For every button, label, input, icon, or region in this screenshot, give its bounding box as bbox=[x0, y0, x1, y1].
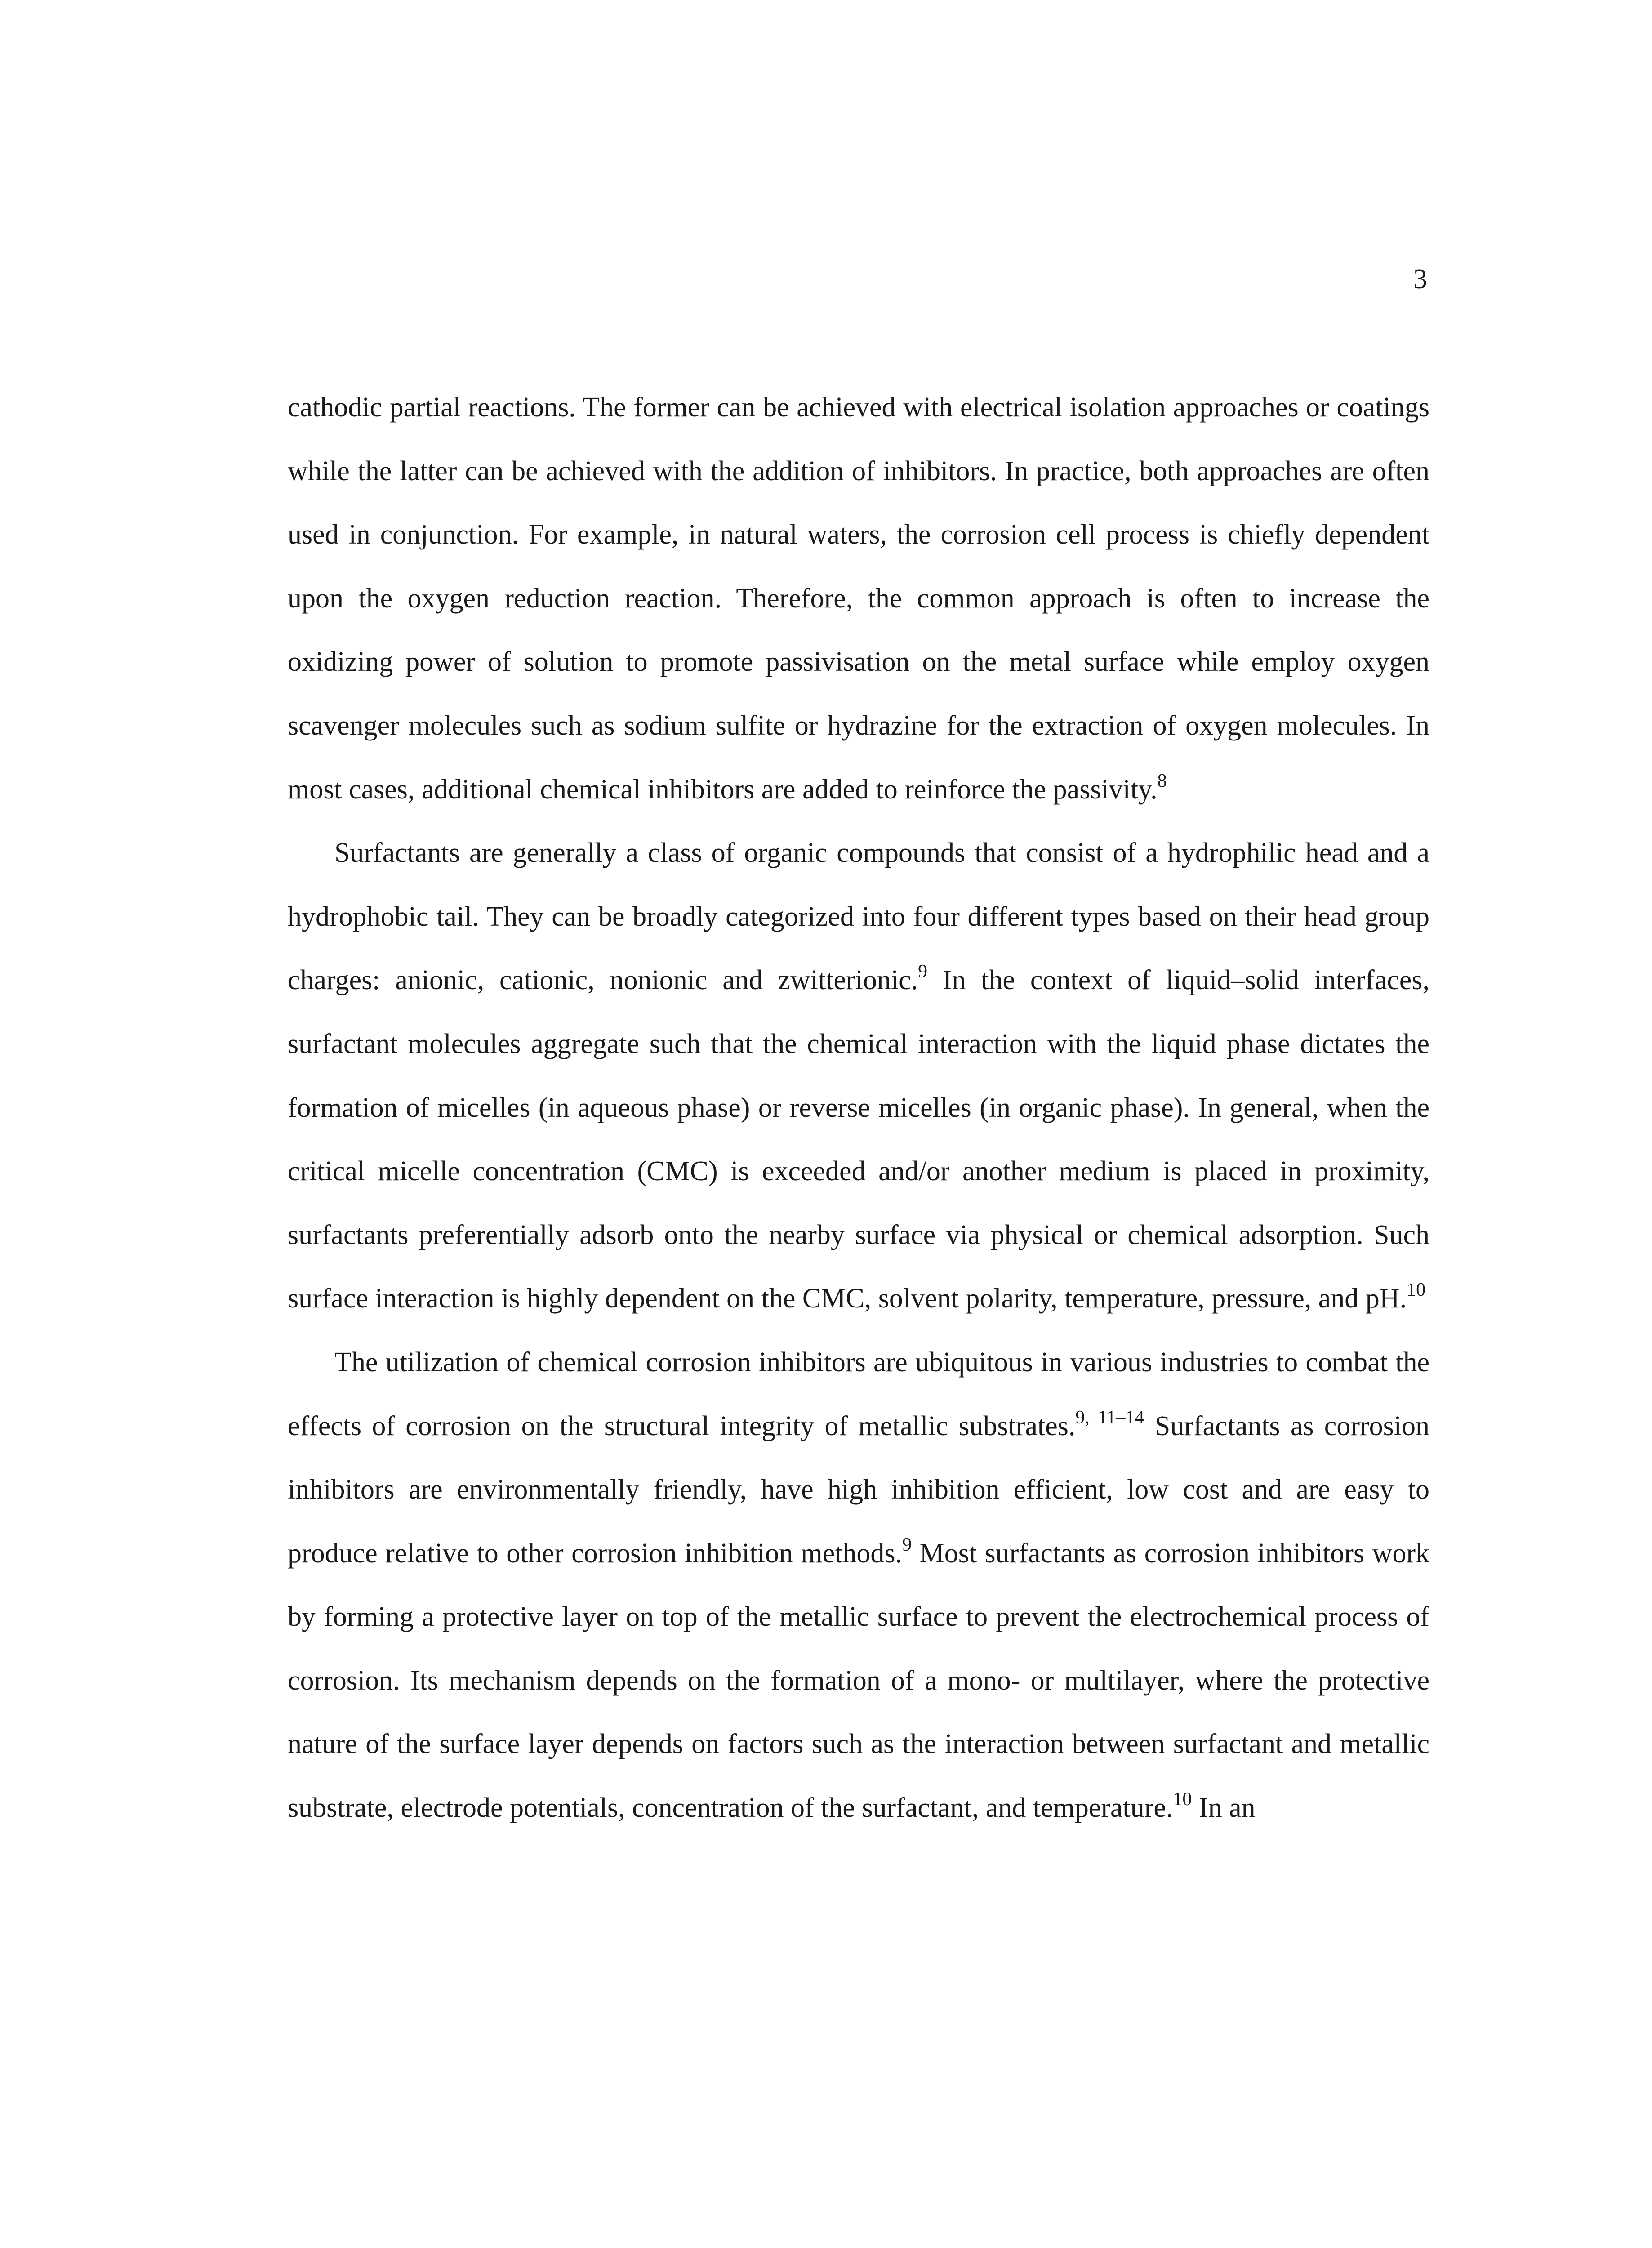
paragraph bbox=[288, 1331, 1429, 1840]
paragraph bbox=[288, 821, 1429, 1331]
paragraph-text: In an bbox=[1192, 1793, 1256, 1824]
paragraph-text: cathodic partial reactions. The former can be achieved with electrical isolation approaches or coatings while the latter can be achieved with the addition of inhibitors. In practice, both approaches are often used in conjunction. For example, in natural waters, the corrosion cell process is chiefly dependent upon the oxygen reduction reaction. Therefore, the common approach is often to increase the oxidizing power of solution to promote passivisation on the metal surface while employ oxygen scavenger molecules such as sodium sulfite or hydrazine for the extraction of oxygen molecules. In most cases, additional chemical inhibitors are added to reinforce the passivity. bbox=[288, 392, 1429, 805]
paragraph-text: Surfactants are generally a class of organic compounds that consist of a hydrophilic head and a hydrophobic tail. They can be broadly categorized into four different types based on their head group charges: anionic, cationic, nonionic and zwitterionic. bbox=[288, 838, 1429, 996]
paragraph-text: In the context of liquid–solid interfaces, surfactant molecules aggregate such that the chemical interaction with the liquid phase dictates the formation of micelles (in aqueous phase) or reverse micelles (in organic phase). In general, when the critical micelle concentration (CMC) is exceeded and/or another medium is placed in proximity, surfactants preferentially adsorb onto the nearby surface via physical or chemical adsorption. Such surface interaction is highly dependent on the CMC, solvent polarity, temperature, pressure, and pH. bbox=[288, 965, 1429, 1314]
citation: 9, 11–14 bbox=[1075, 1407, 1144, 1428]
citation: 9 bbox=[918, 961, 928, 982]
citation: 8 bbox=[1157, 770, 1167, 791]
page-number: 3 bbox=[1413, 264, 1427, 294]
citation: 10 bbox=[1407, 1280, 1426, 1301]
paragraph-text: Surfactants as corrosion inhibitors are environmentally friendly, have high inhibition efficient, low cost and are easy to produce relative to other corrosion inhibition methods. bbox=[288, 1410, 1429, 1569]
citation: 10 bbox=[1173, 1789, 1192, 1810]
body-text bbox=[288, 376, 1429, 1840]
paragraph-text: Most surfactants as corrosion inhibitors work by forming a protective layer on top of the metallic surface to prevent the electrochemical process of corrosion. Its mechanism depends on the formation of a mono- or multilayer, where the protective nature of the surface layer depends on factors such as the interaction between surfactant and metallic substrate, electrode potentials, concentration of the surfactant, and temperature. bbox=[288, 1538, 1429, 1824]
citation: 9 bbox=[902, 1534, 912, 1555]
paragraph bbox=[288, 376, 1429, 821]
paragraph-text: The utilization of chemical corrosion inhibitors are ubiquitous in various industries to combat the effects of corrosion on the structural integrity of metallic substrates. bbox=[288, 1347, 1429, 1441]
